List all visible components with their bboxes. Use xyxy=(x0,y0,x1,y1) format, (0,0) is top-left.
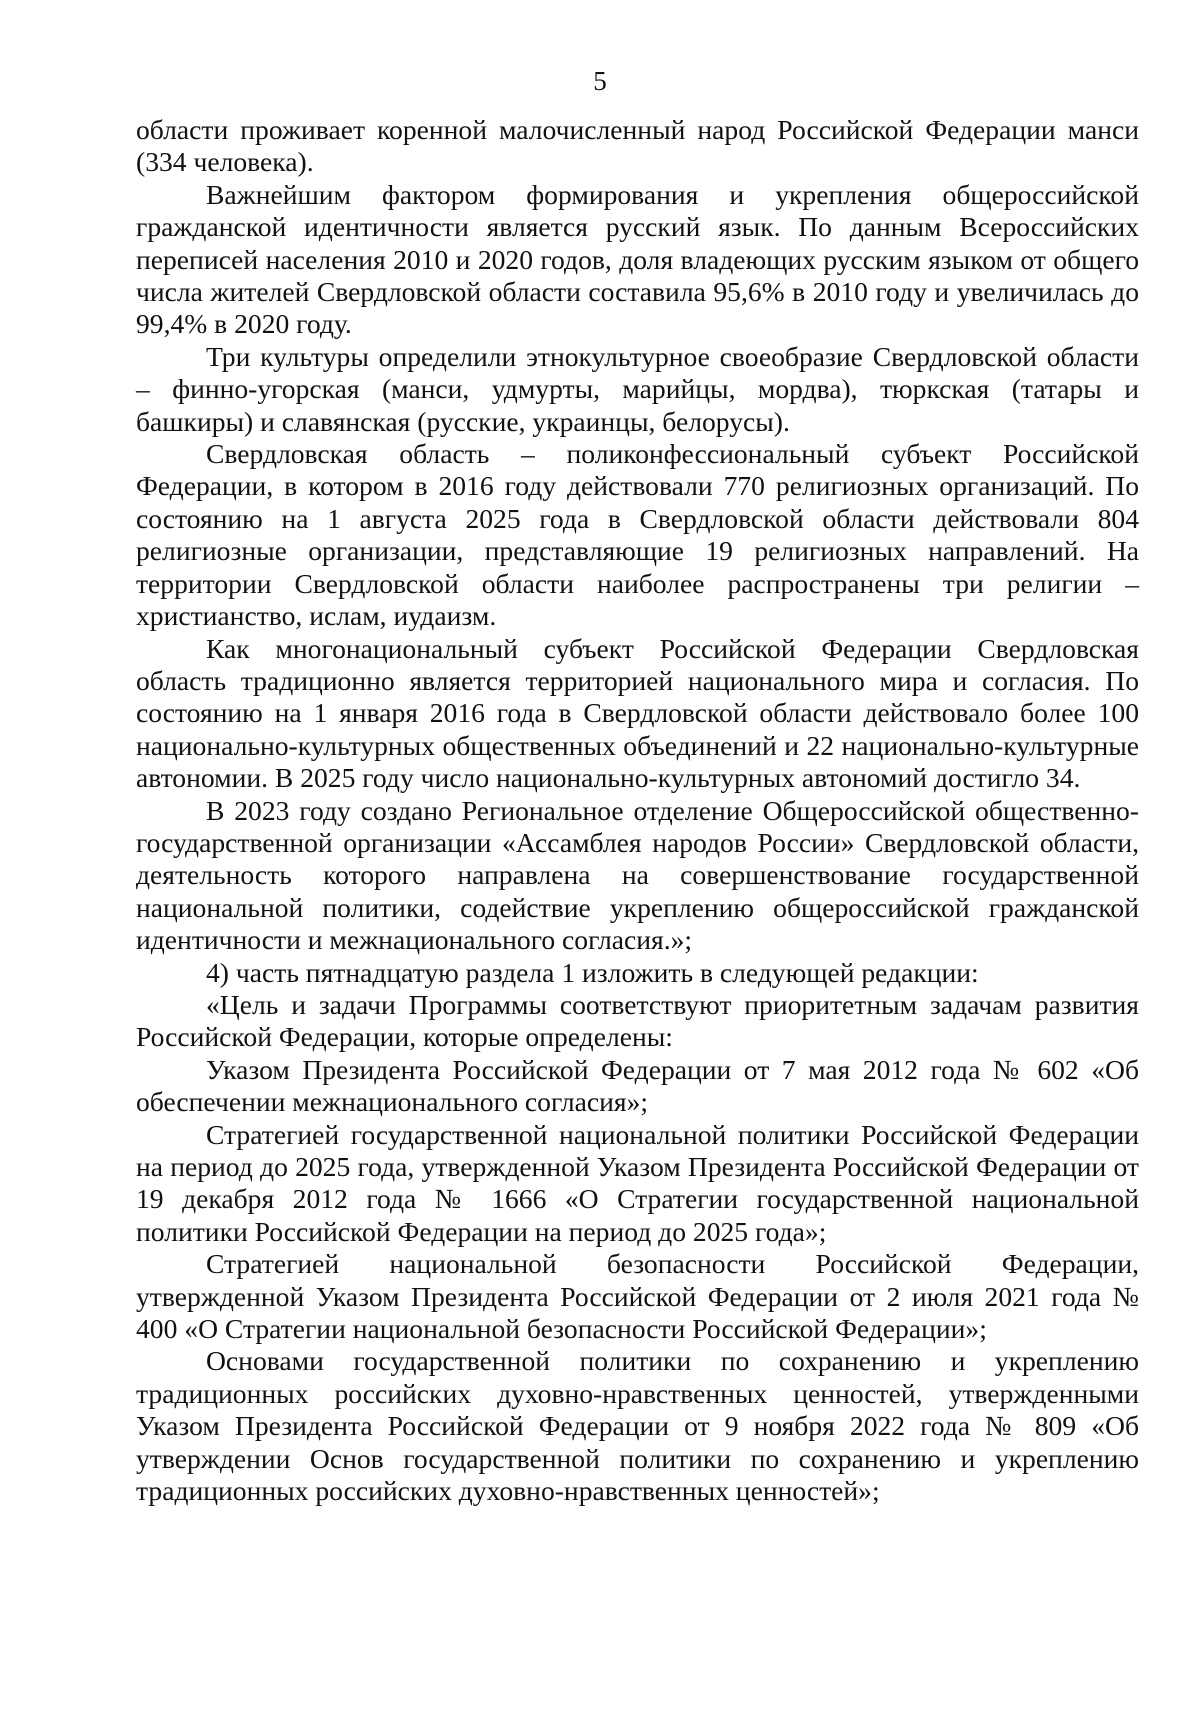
page-number: 5 xyxy=(593,66,607,96)
paragraph: области проживает коренной малочисленный народ Российской Федерации манси (334 человека). xyxy=(136,114,1139,178)
paragraph: Три культуры определили этнокультурное своеобразие Свердловской области – финно-угорская (манси, удмурты, марийцы, мордва), тюркская (татары и башкиры) и славянская (русские, украинцы, белорусы). xyxy=(136,340,1139,437)
paragraph: Основами государственной политики по сохранению и укреплению традиционных российских духовно-нравственных ценностей, утвержденными Указом Президента Российской Федерации от 9 ноября 2022 года № 809 «Об утверждении Основ государственной политики по сохранению и укреплению традиционных российских духовно-нравственных ценностей»; xyxy=(136,1345,1139,1507)
paragraph: Важнейшим фактором формирования и укрепления общероссийской гражданской идентичности является русский язык. По данным Всероссийских переписей населения 2010 и 2020 годов, доля владеющих русским языком от общего числа жителей Свердловской области составила 95,6% в 2010 году и увеличилась до 99,4% в 2020 году. xyxy=(136,178,1139,340)
paragraph: Стратегией государственной национальной политики Российской Федерации на период до 2025 года, утвержденной Указом Президента Российской Федерации от 19 декабря 2012 года № 1666 «О Стратегии государственной национальной политики Российской Федерации на период до 2025 года»; xyxy=(136,1118,1139,1247)
paragraph: Стратегией национальной безопасности Российской Федерации, утвержденной Указом Президента Российской Федерации от 2 июля 2021 года № 400 «О Стратегии национальной безопасности Российской Федерации»; xyxy=(136,1248,1139,1345)
paragraph: Указом Президента Российской Федерации от 7 мая 2012 года № 602 «Об обеспечении межнационального согласия»; xyxy=(136,1053,1139,1118)
paragraph: «Цель и задачи Программы соответствуют приоритетным задачам развития Российской Федерации, которые определены: xyxy=(136,988,1139,1053)
paragraph: В 2023 году создано Региональное отделение Общероссийской общественно-государственной организации «Ассамблея народов России» Свердловской области, деятельность которого направлена на совершенствование государственной национальной политики, содействие укреплению общероссийской гражданской идентичности и межнационального согласия.»; xyxy=(136,794,1139,956)
paragraph: Свердловская область – поликонфессиональный субъект Российской Федерации, в котором в 2016 году действовали 770 религиозных организаций. По состоянию на 1 августа 2025 года в Свердловской области действовали 804 религиозные организации, представляющие 19 религиозных направлений. На территории Свердловской области наиболее распространены три религии – христианство, ислам, иудаизм. xyxy=(136,438,1139,632)
document-body xyxy=(136,114,1139,1507)
paragraph: 4) часть пятнадцатую раздела 1 изложить в следующей редакции: xyxy=(206,956,979,988)
paragraph: Как многонациональный субъект Российской Федерации Свердловская область традиционно является территорией национального мира и согласия. По состоянию на 1 января 2016 года в Свердловской области действовало более 100 национально-культурных общественных объединений и 22 национально-культурные автономии. В 2025 году число национально-культурных автономий достигло 34. xyxy=(136,632,1139,794)
